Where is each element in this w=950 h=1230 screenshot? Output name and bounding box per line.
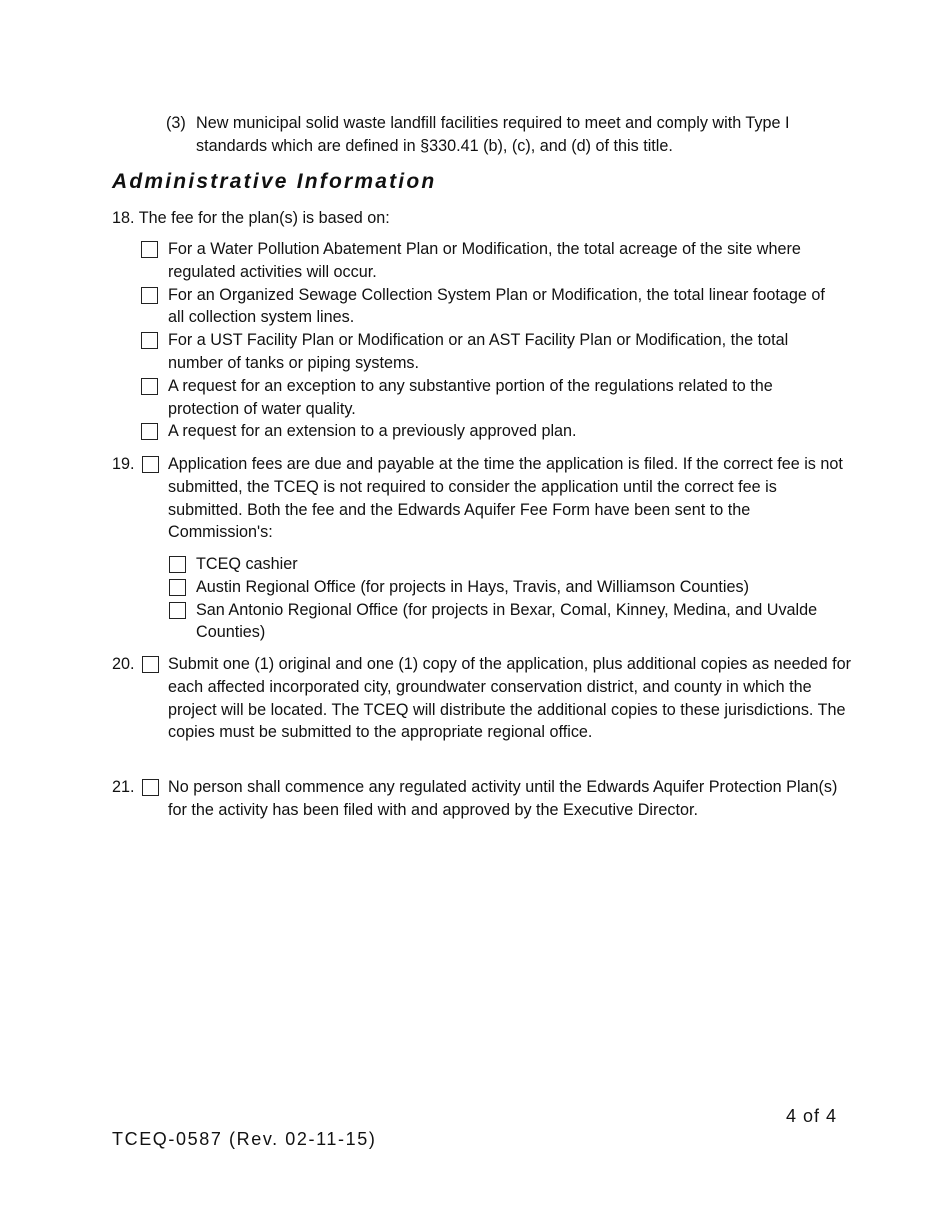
q18-option-4-label: A request for an exception to any substantive portion of the regulations related to the protection of water quality.	[168, 376, 773, 418]
q18-option-1-label: For a Water Pollution Abatement Plan or Modification, the total acreage of the site where regulated activities will occur.	[168, 240, 801, 281]
q19-option-austin	[169, 576, 849, 599]
q18-checkbox-5[interactable]	[141, 423, 158, 440]
q18-option-extension	[141, 420, 841, 443]
q19-option-3-label: San Antonio Regional Office (for projects in Bexar, Comal, Kinney, Medina, and Uvalde Counties)	[196, 600, 818, 642]
q18-option-ust-ast	[141, 329, 841, 375]
question-19-number: 19.	[112, 455, 135, 473]
question-21	[112, 776, 852, 822]
question-21-number: 21.	[112, 778, 135, 796]
question-20	[112, 653, 852, 744]
page-number: 4 of 4	[785, 1106, 837, 1126]
q18-option-5-label: A request for an extension to a previously approved plan.	[168, 422, 577, 441]
question-18-options	[141, 238, 841, 443]
question-18-text: 18. The fee for the plan(s) is based on:	[112, 209, 390, 227]
q19-option-checkbox-2[interactable]	[169, 579, 186, 596]
q19-option-checkbox-3[interactable]	[169, 602, 186, 619]
q18-option-2-label: For an Organized Sewage Collection System Plan or Modification, the total linear footage of all collection system lines.	[168, 285, 825, 327]
section-heading: Administrative Information	[112, 170, 437, 193]
form-identifier: TCEQ-0587 (Rev. 02-11-15)	[112, 1129, 377, 1149]
question-21-text: No person shall commence any regulated activity until the Edwards Aquifer Protection Plan(s) for the activity has been filed with and approved by the Executive Director.	[168, 778, 838, 819]
q19-checkbox[interactable]	[142, 456, 159, 473]
q18-checkbox-2[interactable]	[141, 287, 158, 304]
question-19-text: Application fees are due and payable at the time the application is filed. If the correct fee is not submitted, the TCEQ is not required to consider the application until the correct fee is submitted. Both the fee and the Edwards Aquifer Fee Form have been sent to the Commission's:	[168, 455, 843, 542]
q20-checkbox[interactable]	[142, 656, 159, 673]
question-19-options	[169, 553, 849, 644]
q18-checkbox-3[interactable]	[141, 332, 158, 349]
question-20-number: 20.	[112, 655, 135, 673]
q19-option-2-label: Austin Regional Office (for projects in Hays, Travis, and Williamson Counties)	[196, 577, 749, 596]
q18-checkbox-4[interactable]	[141, 378, 158, 395]
question-19	[112, 453, 852, 544]
q19-option-1-label: TCEQ cashier	[196, 555, 298, 573]
q21-checkbox[interactable]	[142, 779, 159, 796]
q18-option-exception	[141, 375, 841, 421]
q18-option-sewage	[141, 284, 841, 330]
q19-option-cashier	[169, 553, 849, 576]
q18-checkbox-1[interactable]	[141, 241, 158, 258]
subitem-3-number: (3)	[166, 114, 186, 132]
q19-option-checkbox-1[interactable]	[169, 556, 186, 573]
q18-option-3-label: For a UST Facility Plan or Modification or an AST Facility Plan or Modification, the total number of tanks or piping systems.	[168, 331, 789, 372]
subitem-3-text: New municipal solid waste landfill facilities required to meet and comply with Type I standards which are defined in §330.41 (b), (c), and (d) of this title.	[196, 114, 790, 155]
question-20-text: Submit one (1) original and one (1) copy of the application, plus additional copies as needed for each affected incorporated city, groundwater conservation district, and county in which the project will be located. The TCEQ will distribute the additional copies to these jurisdictions. The copies must be submitted to the appropriate regional office.	[168, 655, 852, 742]
q18-option-water-pollution	[141, 238, 841, 284]
subitem-3	[166, 112, 856, 158]
q19-option-san-antonio	[169, 599, 849, 645]
